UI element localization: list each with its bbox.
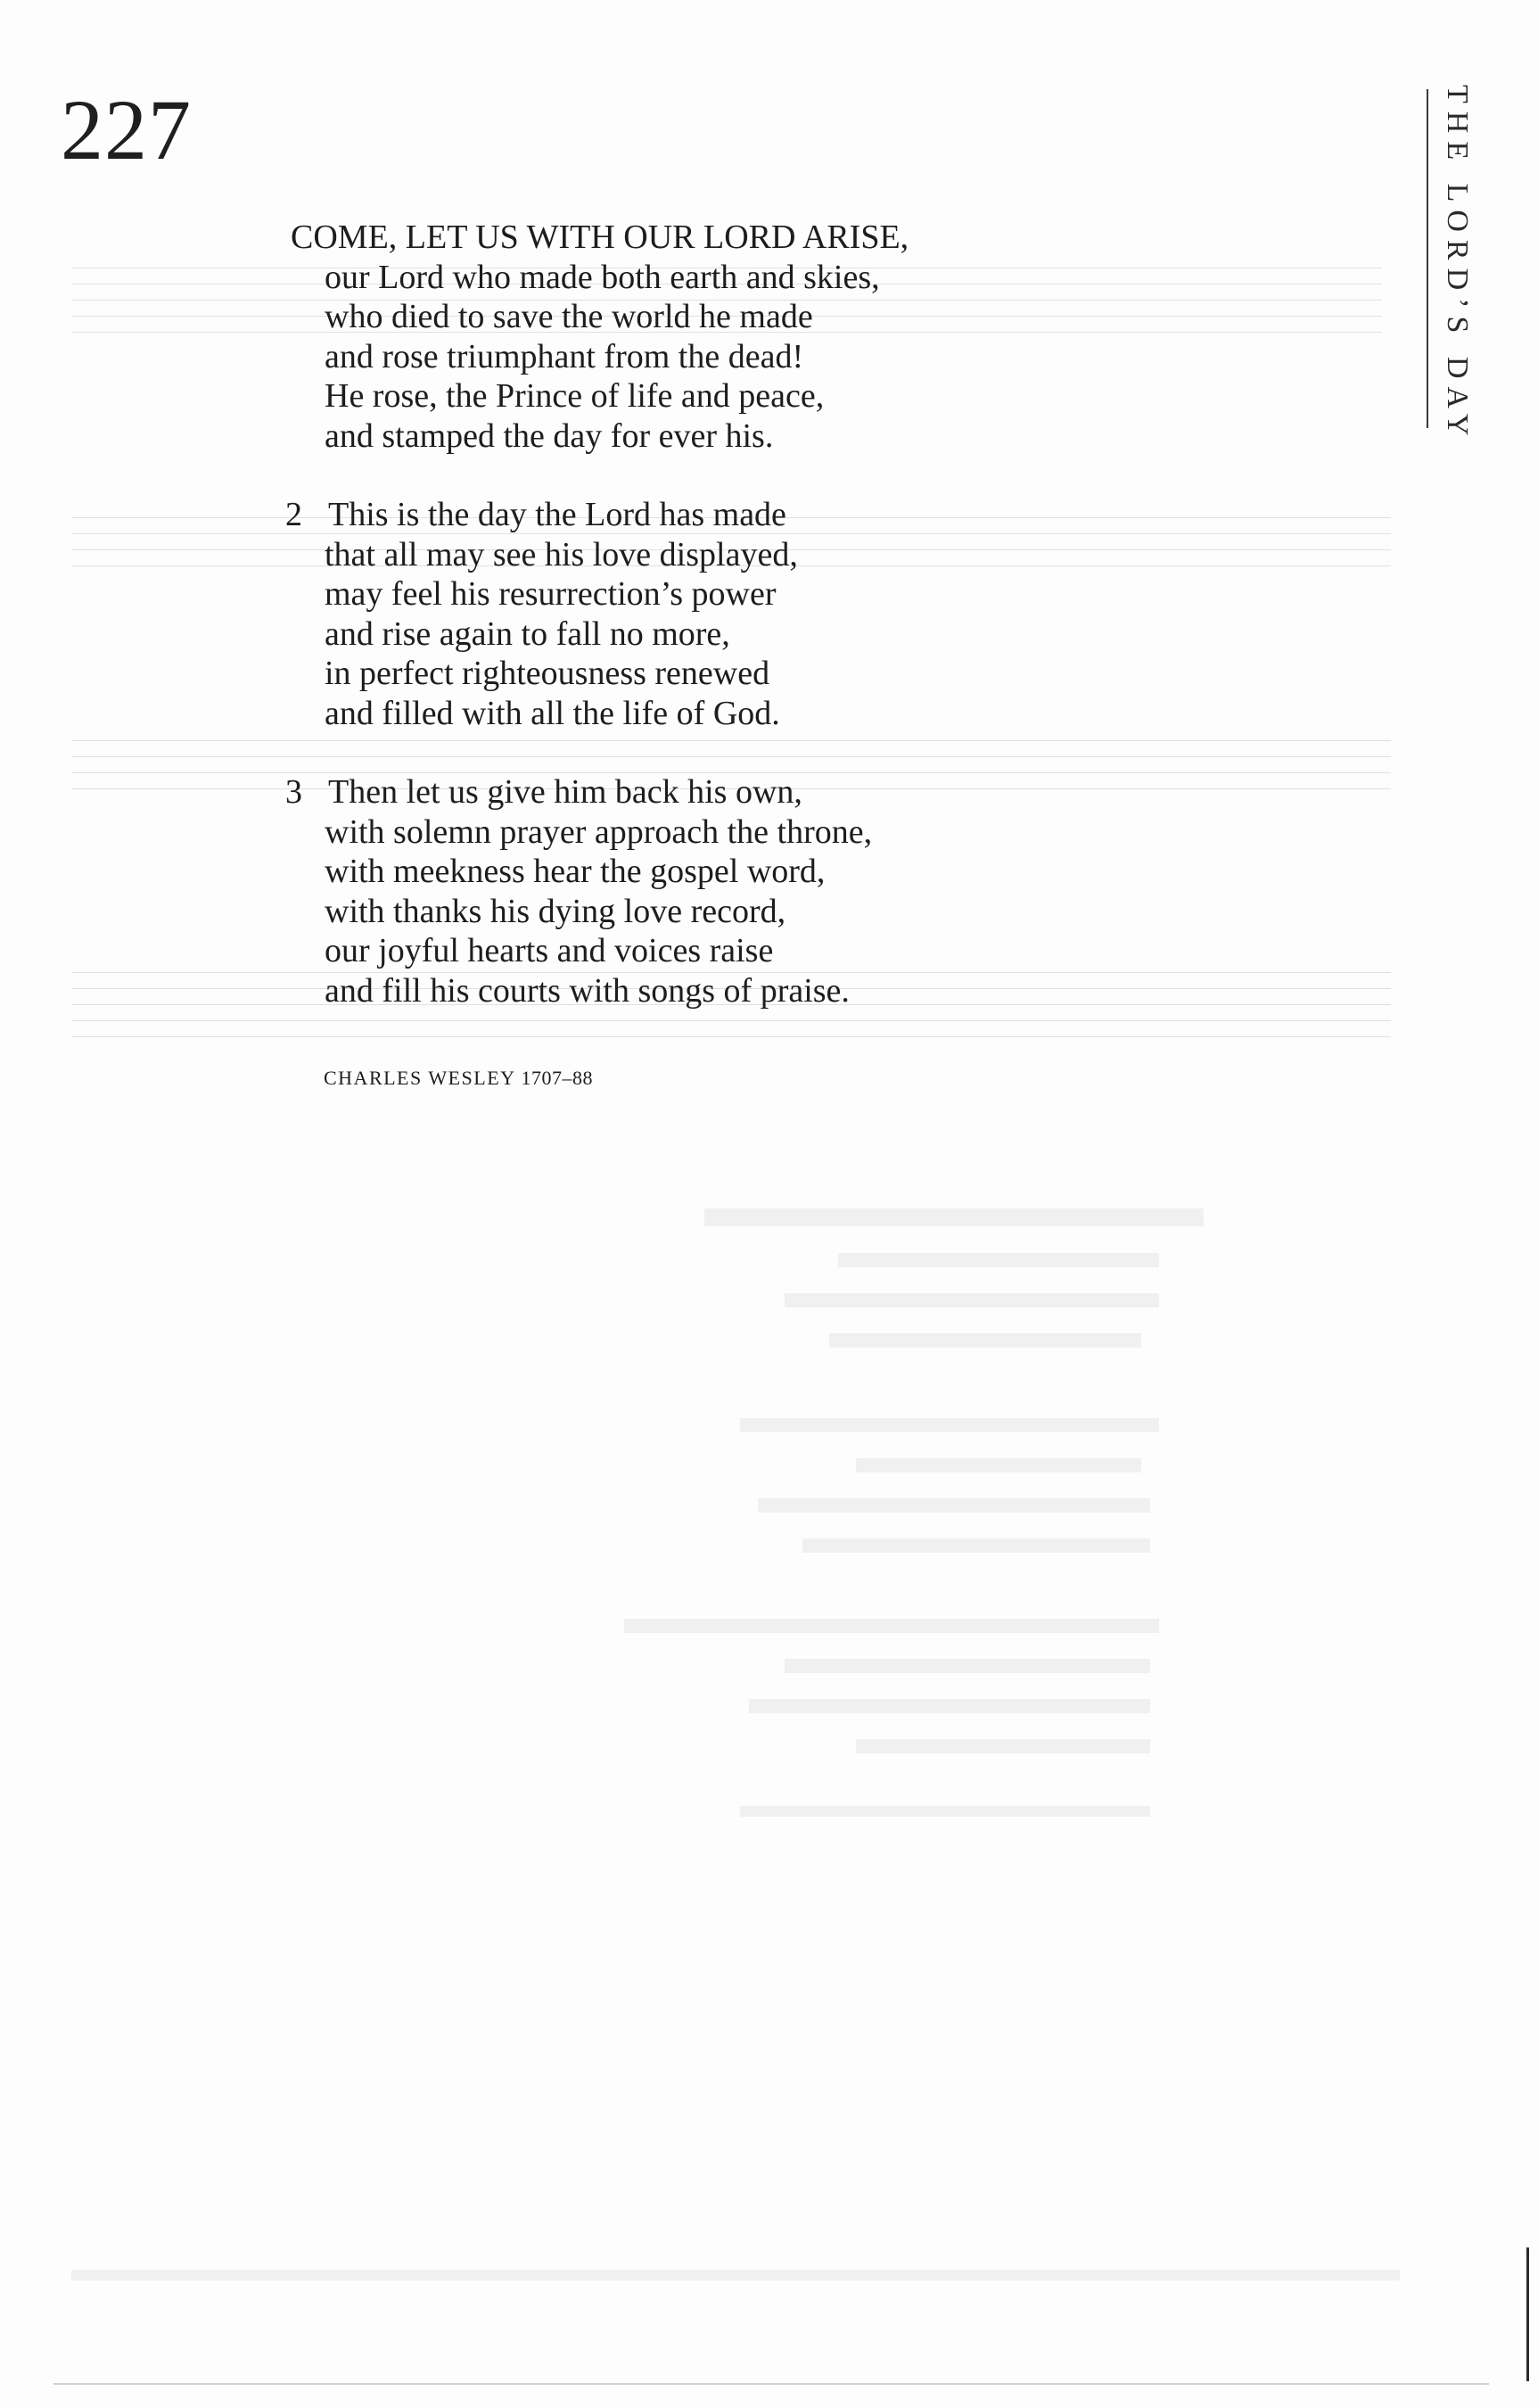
bleed-text-block [829,1333,1141,1348]
verse-line: that all may see his love displayed, [325,535,798,573]
verse-number: 3 [285,773,302,811]
verse-line: Then let us give him back his own, [328,773,802,811]
verse-line: COME, LET US WITH OUR LORD ARISE, [291,219,909,256]
verse-line: and rose triumphant from the dead! [325,337,804,375]
verse-line: who died to save the world he made [325,298,813,335]
bleed-text-block [740,1806,1150,1817]
bleed-footer-text [71,2270,1400,2280]
page-bottom-edge [53,2383,1489,2385]
verse-line: with meekness hear the gospel word, [325,853,826,890]
bleed-text-block [856,1739,1150,1753]
verse-first-line [285,772,909,812]
verse-line: and filled with all the life of God. [325,694,780,732]
verse-line: and fill his courts with songs of praise. [325,971,850,1010]
verse-line: our Lord who made both earth and skies, [325,258,880,296]
verse-2 [285,495,909,733]
verse-line: This is the day the Lord has made [328,496,786,533]
bleed-text-block [785,1659,1150,1673]
bleed-text-block [802,1538,1150,1553]
bleed-text-block [856,1458,1141,1472]
verse-line: and rise again to fall no more, [325,614,730,653]
hymn-text [285,218,909,1050]
verse-number: 2 [285,496,302,533]
bleed-text-block [838,1253,1159,1267]
hymn-number: 227 [61,82,192,177]
verse-line: in perfect righteousness renewed [325,655,770,692]
bleed-text-block [624,1619,1159,1633]
verse-line: with solemn prayer approach the throne, [325,812,873,851]
section-rule [1427,89,1428,428]
page-corner-mark [1526,2247,1529,2381]
bleed-text-block [785,1293,1159,1307]
bleed-text-block [740,1418,1159,1432]
verse-3 [285,772,909,1010]
verse-1 [285,218,909,456]
bleed-text-block [758,1498,1150,1513]
verse-line: He rose, the Prince of life and peace, [325,377,825,415]
verse-first-line [285,495,909,535]
author-name: CHARLES WESLEY [324,1067,516,1089]
verse-line: may feel his resurrection’s power [325,575,777,613]
verse-line: our joyful hearts and voices raise [325,932,774,969]
author-dates: 1707–88 [521,1067,594,1089]
bleed-text-block [704,1208,1204,1226]
author-credit [324,1067,593,1090]
section-heading: THE LORD’S DAY [1441,85,1474,444]
bleed-text-block [749,1699,1150,1713]
verse-line: with thanks his dying love record, [325,892,786,930]
verse-line: and stamped the day for ever his. [325,416,774,455]
